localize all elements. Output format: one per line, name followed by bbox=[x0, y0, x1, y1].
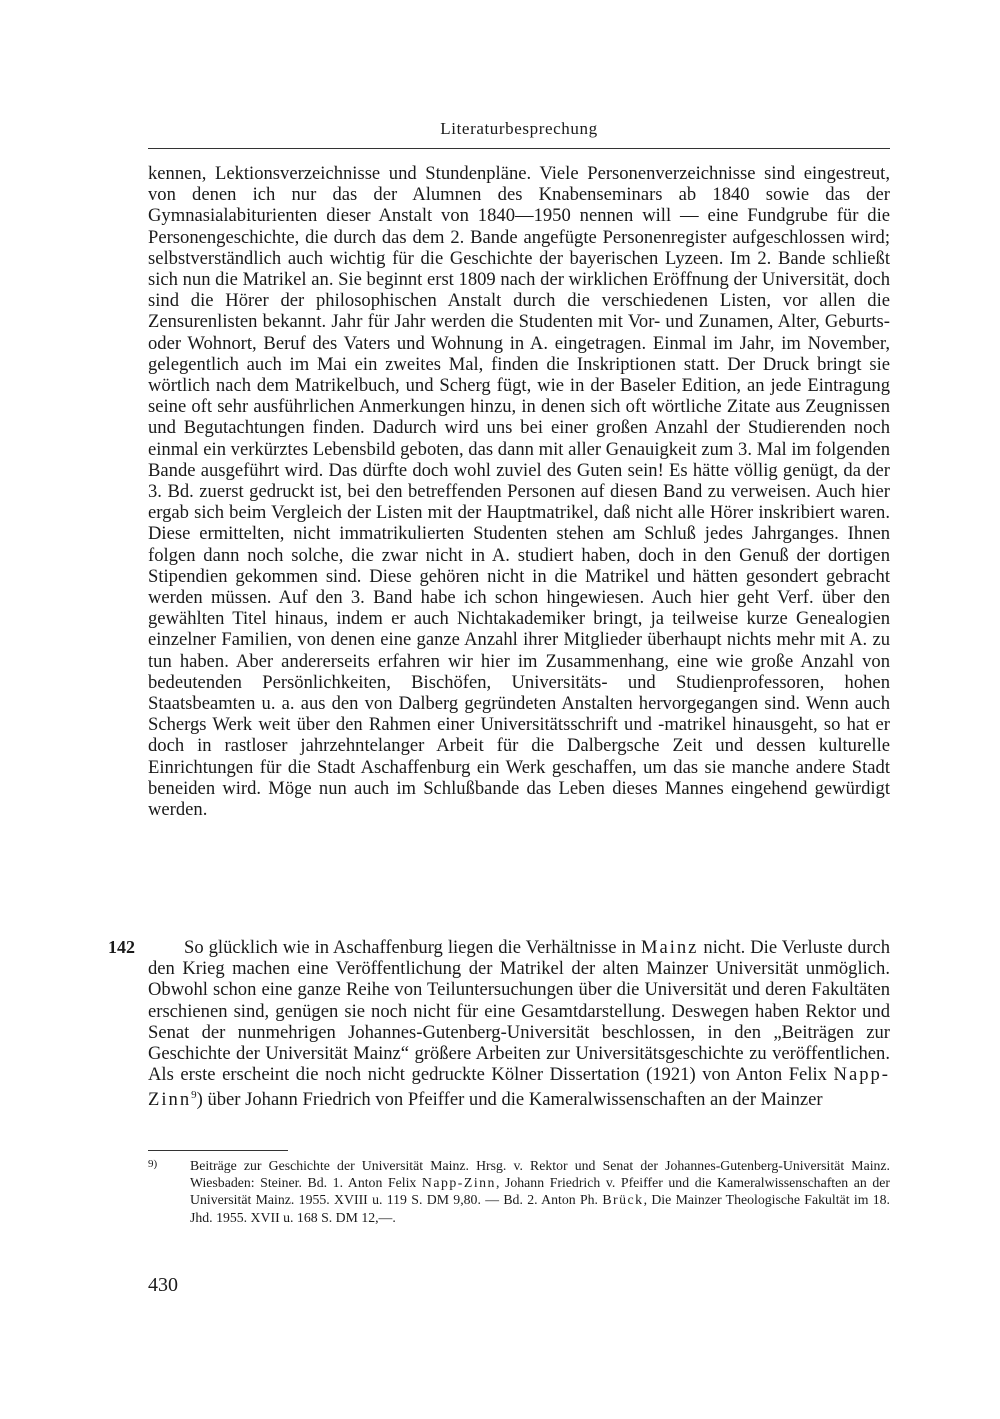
header-rule bbox=[148, 148, 890, 149]
section-142 bbox=[148, 937, 890, 1111]
page-number: 430 bbox=[148, 1274, 178, 1296]
section-paragraph bbox=[148, 937, 890, 1111]
footnote bbox=[148, 1157, 890, 1226]
spaced-author-name: Napp-Zinn bbox=[148, 1064, 890, 1111]
footnote-spaced-1: Napp-Zinn bbox=[421, 1175, 496, 1191]
footnote-text-1: Beiträge zur Geschichte der Universität Mainz. Hrsg. v. Rektor und Senat der Johannes-Gutenberg-Universität Mainz. Wiesbaden: Steiner. Bd. 1. Anton Felix bbox=[190, 1158, 890, 1191]
body-paragraph-continued bbox=[148, 163, 890, 820]
footnote-text-2: , Johann Friedrich v. Pfeiffer und die Kameralwissenschaften an der Universität Mainz. 1955. XVIII u. 119 S. DM 9,80. — Bd. 2. Anton Ph. bbox=[190, 1175, 890, 1208]
section-text-2: nicht. Die Verluste durch den Krieg machen eine Veröffentlichung der Matrikel der alten Mainzer Universität unmöglich. Obwohl schon eine ganze Reihe von Teiluntersuchungen über die Universität und deren Fakultäten erschienen sind, genügen sie noch nicht für eine Gesamtdarstellung. Deswegen haben Rektor und Senat der nunmehrigen Johannes-Gutenberg-Universität beschlossen, in den „Beiträgen zur Geschichte der Universität Mainz“ größere Arbeiten zur Universitätsgeschichte zu veröffentlichen. Als erste erscheint die noch nicht gedruckte Kölner Dissertation (1921) von Anton Felix bbox=[148, 937, 890, 1086]
section-text-1: So glücklich wie in Aschaffenburg liegen die Verhältnisse in bbox=[184, 937, 641, 958]
footnote-text bbox=[190, 1157, 890, 1226]
footnote-spaced-2: Brück bbox=[602, 1192, 644, 1208]
footnote-mark: 9) bbox=[148, 1158, 158, 1170]
section-text-3: ) über Johann Friedrich von Pfeiffer und die Kameralwissenschaften an der Mainzer bbox=[196, 1089, 823, 1111]
paragraph-number: 142 bbox=[108, 937, 135, 957]
spaced-place-name: Mainz bbox=[640, 937, 699, 958]
running-header: Literaturbesprechung bbox=[440, 119, 598, 138]
paragraph-text: kennen, Lektionsverzeichnisse und Stundenpläne. Viele Personenverzeichnisse sind eingestreut, von denen ich nur das der Alumnen des Knabenseminars ab 1840 sowie das der Gymnasialabiturienten dieser Anstalt von 1840—1950 nennen will — eine Fundgrube für die Personengeschichte, die durch das dem 2. Bande angefügte Personenregister aufgeschlossen wird; selbstverständlich auch wichtig für die Geschichte der bayerischen Lyzeen. Im 2. Bande schließt sich nun die Matrikel an. Sie beginnt erst 1809 nach der wirklichen Eröffnung der Universität, doch sind die Hörer der philosophischen Anstalt durch die verschiedenen Listen, vor allen die Zensurenlisten bekannt. Jahr für Jahr werden die Studenten mit Vor- und Zunamen, Alter, Geburts- oder Wohnort, Beruf des Vaters und Wohnung in A. eingetragen. Einmal im Jahr, im November, gelegentlich auch im Mai ein zweites Mal, finden die Inskriptionen statt. Der Druck bringt sie wörtlich nach dem Matrikelbuch, und Scherg fügt, wie in der Baseler Edition, an jede Eintragung seine oft sehr ausführlichen Anmerkungen hinzu, in denen sich oft wörtliche Zitate aus Zeugnissen und Begutachtungen finden. Dadurch wird uns bei einer großen Anzahl der Studierenden noch einmal ein verkürztes Lebensbild geboten, das dann mit aller Genauigkeit zum 3. Mal im folgenden Bande ausgeführt wird. Das dürfte doch wohl zuviel des Guten sein! Es hätte völlig genügt, da der 3. Bd. zuerst gedruckt ist, bei den betreffenden Personen auf diesen Band zu verweisen. Auch hier ergab sich beim Vergleich der Listen mit der Hauptmatrikel, daß nicht alle Hörer inskribiert waren. Diese ermittelten, nicht immatrikulierten Studenten stehen am Schluß jedes Jahrganges. Ihnen folgen dann noch solche, die zwar nicht in A. studiert haben, doch in den Genuß der dortigen Stipendien gekommen sind. Diese gehören nicht in die Matrikel und hätten gesondert gebracht werden müssen. Auf den 3. Band habe ich schon hingewiesen. Auch hier geht Verf. über den gewählten Titel hinaus, indem er auch Nichtakademiker bringt, ja teilweise kurze Genealogien einzelner Familien, von denen eine ganze Anzahl ihrer Mitglieder überhaupt nichts mehr mit A. zu tun haben. Aber andererseits erfahren wir hier im Zusammenhang, eine wie große Anzahl von bedeutenden Persönlichkeiten, Bischöfen, Universitäts- und Studienprofessoren, hohen Staatsbeamten u. a. aus den von Dalberg gegründeten Anstalten hervorgegangen sind. Wenn auch Schergs Werk weit über den Rahmen einer Universitätsschrift und -matrikel hinausgeht, so hat er doch in rastloser jahrzehntelanger Arbeit für die Dalbergsche Zeit und dessen kulturelle Einrichtungen für die Stadt Aschaffenburg ein Werk geschaffen, um das sie manche andere Stadt beneiden wird. Möge nun auch im Schlußbande das Leben dieses Mannes eingehend gewürdigt werden. bbox=[148, 163, 890, 821]
footnote-rule bbox=[148, 1150, 288, 1151]
footnote-reference: 9 bbox=[191, 1089, 197, 1102]
footnote-text-3: , Die Mainzer Theologische Fakultät im 18. Jhd. 1955. XVII u. 168 S. DM 12,—. bbox=[190, 1192, 890, 1225]
